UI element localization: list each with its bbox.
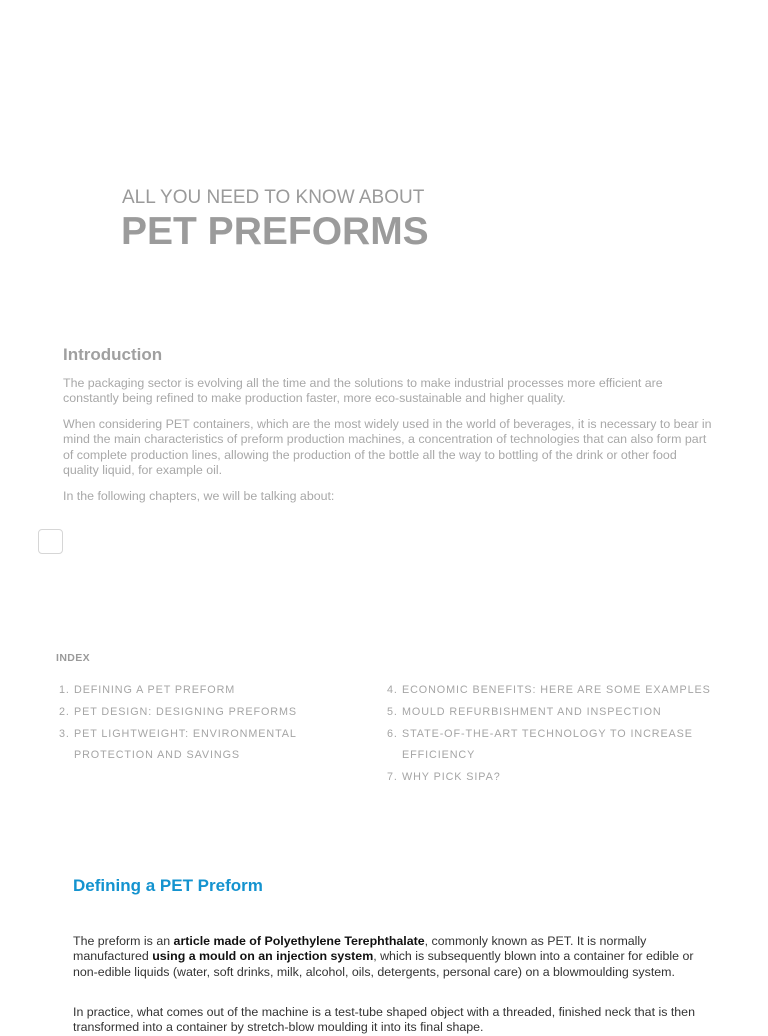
index-list-right <box>387 680 717 789</box>
index-item[interactable] <box>59 702 329 724</box>
index-item-number: 7. <box>387 771 398 784</box>
index-item-link[interactable]: DEFINING A PET PREFORM <box>74 684 236 696</box>
index-item[interactable] <box>387 702 717 724</box>
index-item-link[interactable]: PET LIGHTWEIGHT: ENVIRONMENTAL PROTECTION AND SAVINGS <box>74 727 297 762</box>
index-item-number: 5. <box>387 705 398 718</box>
index-item-number: 2. <box>59 705 70 718</box>
index-item-link[interactable]: ECONOMIC BENEFITS: HERE ARE SOME EXAMPLES <box>402 684 711 696</box>
index-item-link[interactable]: PET DESIGN: DESIGNING PREFORMS <box>74 705 297 718</box>
index-item-link[interactable]: WHY PICK SIPA? <box>402 771 501 784</box>
index-item-link[interactable]: MOULD REFURBISHMENT AND INSPECTION <box>402 705 662 718</box>
bold-text: article made of Polyethylene Terephthalate <box>173 934 425 948</box>
paragraph-text: , which is subsequently blown into a container for edible or non-edible liquids (water, soft drinks, milk, alcohol, oils, detergents, personal care) on a blowmoulding system. <box>73 949 694 979</box>
intro-paragraph: When considering PET containers, which are the most widely used in the world of beverages, it is necessary to bear in mind the main characteristics of preform production machines, a concentration of technologies that can also form part of complete production lines, allowing the production of the bottle all the way to bottling of the drink or other food quality liquid, for example oil. <box>63 417 712 477</box>
hero-subtitle: ALL YOU NEED TO KNOW ABOUT <box>122 187 425 208</box>
index-item[interactable] <box>387 767 717 789</box>
index-item[interactable] <box>59 724 329 768</box>
index-label: INDEX <box>56 652 91 664</box>
intro-heading: Introduction <box>63 345 163 364</box>
checkbox[interactable] <box>38 529 63 554</box>
index-list-left <box>59 680 329 767</box>
intro-paragraph: In the following chapters, we will be talking about: <box>63 489 335 503</box>
paragraph-text: , commonly known as PET. It is normally manufactured <box>73 934 647 964</box>
index-item-number: 3. <box>59 727 70 740</box>
section-paragraph <box>73 934 713 980</box>
index-item[interactable] <box>59 680 329 702</box>
index-item-number: 4. <box>387 684 398 696</box>
section-heading: Defining a PET Preform <box>73 876 263 895</box>
bold-text: using a mould on an injection system <box>152 949 374 964</box>
index-item[interactable] <box>387 680 717 702</box>
paragraph-text: The preform is an <box>73 934 174 948</box>
index-item-number: 6. <box>387 727 398 740</box>
hero-title: PET PREFORMS <box>121 210 429 253</box>
index-item[interactable] <box>387 724 717 768</box>
intro-paragraph: The packaging sector is evolving all the time and the solutions to make industrial processes more efficient are constantly being refined to make production faster, more eco-sustainable and higher quality. <box>63 376 663 406</box>
index-item-link[interactable]: STATE-OF-THE-ART TECHNOLOGY TO INCREASE EFFICIENCY <box>402 727 693 762</box>
index-item-number: 1. <box>59 684 70 696</box>
section-paragraph: In practice, what comes out of the machine is a test-tube shaped object with a threaded, finished neck that is then transformed into a container by stretch-blow moulding it into its final shape. <box>73 1005 695 1035</box>
